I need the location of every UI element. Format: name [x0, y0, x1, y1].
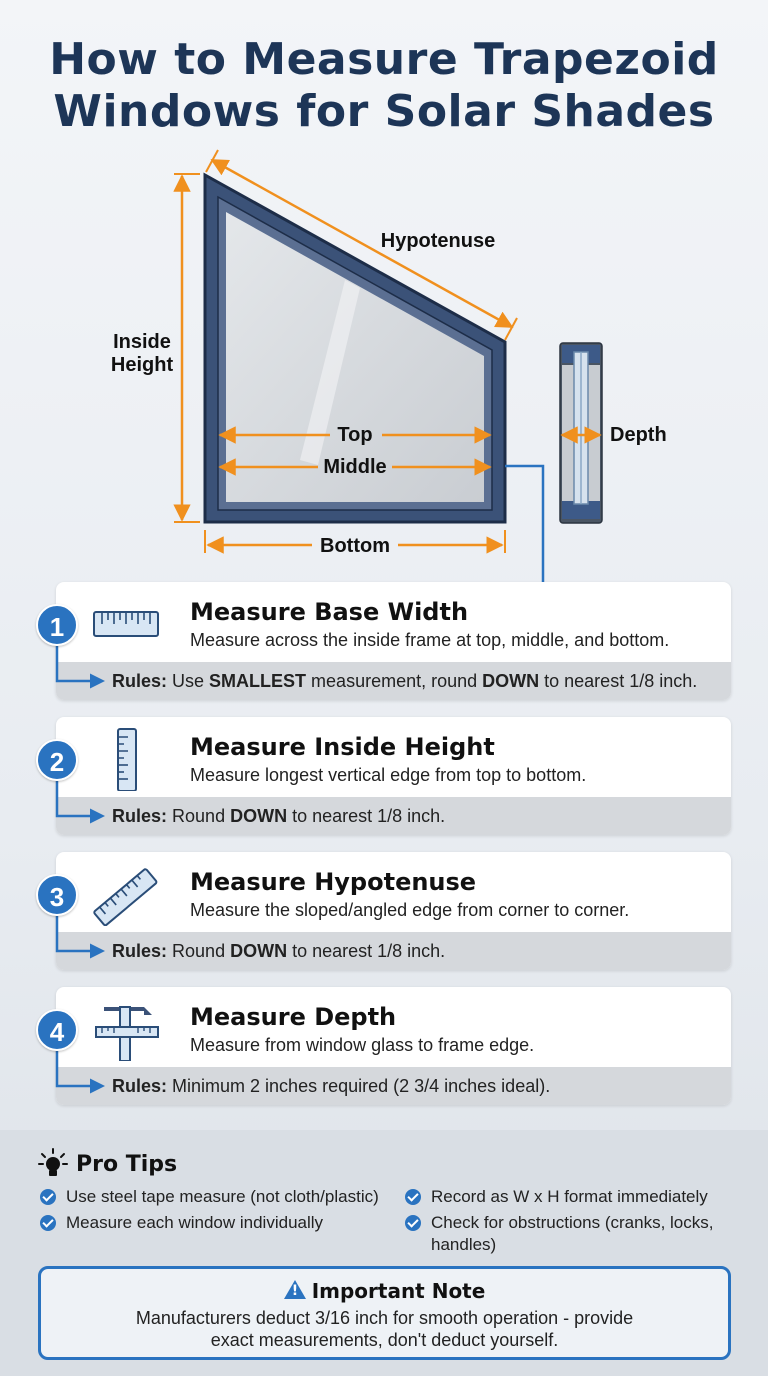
trapezoid-window-diagram [0, 0, 768, 580]
rules-label: Rules: [112, 941, 168, 961]
check-icon [405, 1215, 421, 1231]
important-note-body [41, 1307, 728, 1351]
ruler-icon [86, 592, 166, 656]
lightbulb-icon [38, 1148, 68, 1180]
tip-item [66, 1212, 323, 1234]
tip-item [431, 1186, 708, 1208]
title-line-1: How to Measure Trapezoid [49, 34, 719, 85]
rules-text: measurement, round [306, 671, 483, 691]
tip-text: Measure each window individually [66, 1213, 324, 1232]
step-card-1 [56, 582, 731, 700]
tip-text: Record as W x H format immediately [431, 1187, 708, 1206]
rules-emphasis: SMALLEST [209, 671, 307, 691]
step-3-title: Measure Hypotenuse [190, 868, 477, 896]
hyp-tick-bottom [505, 318, 517, 340]
rules-text: to nearest 1/8 inch. [287, 806, 446, 826]
step-3-badge: 3 [36, 874, 78, 916]
step-2-rules [56, 797, 731, 835]
rules-text: to nearest 1/8 inch. [287, 941, 446, 961]
rules-label: Rules: [112, 671, 168, 691]
rules-emphasis: DOWN [230, 806, 288, 826]
hypotenuse-label: Hypotenuse [380, 230, 496, 252]
step-card-4 [56, 987, 731, 1105]
rules-label: Rules: [112, 806, 168, 826]
step-card-3 [56, 852, 731, 970]
important-note-title [41, 1279, 728, 1303]
step-2-description: Measure longest vertical edge from top to bottom. [190, 765, 587, 785]
important-note-box [38, 1266, 731, 1360]
check-icon [40, 1189, 56, 1205]
tip-item [431, 1212, 713, 1256]
angled-ruler-icon [86, 862, 166, 926]
tip-text-continued: handles) [431, 1235, 497, 1254]
note-line-2: exact measurements, don't deduct yourself. [210, 1330, 559, 1350]
step-4-rules [56, 1067, 731, 1105]
title-line-2: Windows for Solar Shades [53, 86, 715, 137]
middle-label: Middle [323, 456, 387, 478]
tip-item [66, 1186, 379, 1208]
step-3-description: Measure the sloped/angled edge from corner to corner. [190, 900, 630, 920]
step-4-description: Measure from window glass to frame edge. [190, 1035, 535, 1055]
rules-emphasis: DOWN [230, 941, 288, 961]
rules-emphasis: DOWN [482, 671, 540, 691]
rules-text: Round [172, 806, 231, 826]
frame-cross-section [560, 343, 602, 523]
rules-text: Minimum 2 inches required (2 3/4 inches ideal). [172, 1076, 551, 1096]
rules-text: Round [172, 941, 231, 961]
rules-text: Use [172, 671, 210, 691]
tip-text: Use steel tape measure (not cloth/plastic) [66, 1187, 379, 1206]
inside-height-label-1: Inside [113, 331, 171, 353]
step-2-title: Measure Inside Height [190, 733, 495, 761]
step-card-2 [56, 717, 731, 835]
pro-tips-title: Pro Tips [76, 1152, 178, 1177]
step-1-rules [56, 662, 731, 700]
check-icon [405, 1189, 421, 1205]
warning-icon [284, 1280, 306, 1299]
step-4-title: Measure Depth [190, 1003, 397, 1031]
top-label: Top [337, 424, 373, 446]
step-3-rules [56, 932, 731, 970]
tip-text: Check for obstructions (cranks, locks, [431, 1213, 714, 1232]
note-line-1: Manufacturers deduct 3/16 inch for smooth operation - provide [135, 1308, 634, 1328]
check-icon [40, 1215, 56, 1231]
vertical-ruler-icon [86, 727, 166, 791]
depth-label: Depth [610, 424, 667, 446]
rules-label: Rules: [112, 1076, 168, 1096]
step-2-badge: 2 [36, 739, 78, 781]
inside-height-label-2: Height [110, 354, 174, 376]
step-4-badge: 4 [36, 1009, 78, 1051]
bottom-label: Bottom [320, 535, 390, 557]
depth-gauge-icon [86, 997, 166, 1061]
step-1-description: Measure across the inside frame at top, middle, and bottom. [190, 630, 670, 650]
step-1-title: Measure Base Width [190, 598, 469, 626]
step-1-badge: 1 [36, 604, 78, 646]
rules-text: to nearest 1/8 inch. [539, 671, 698, 691]
important-note-title-text: Important Note [311, 1279, 486, 1303]
